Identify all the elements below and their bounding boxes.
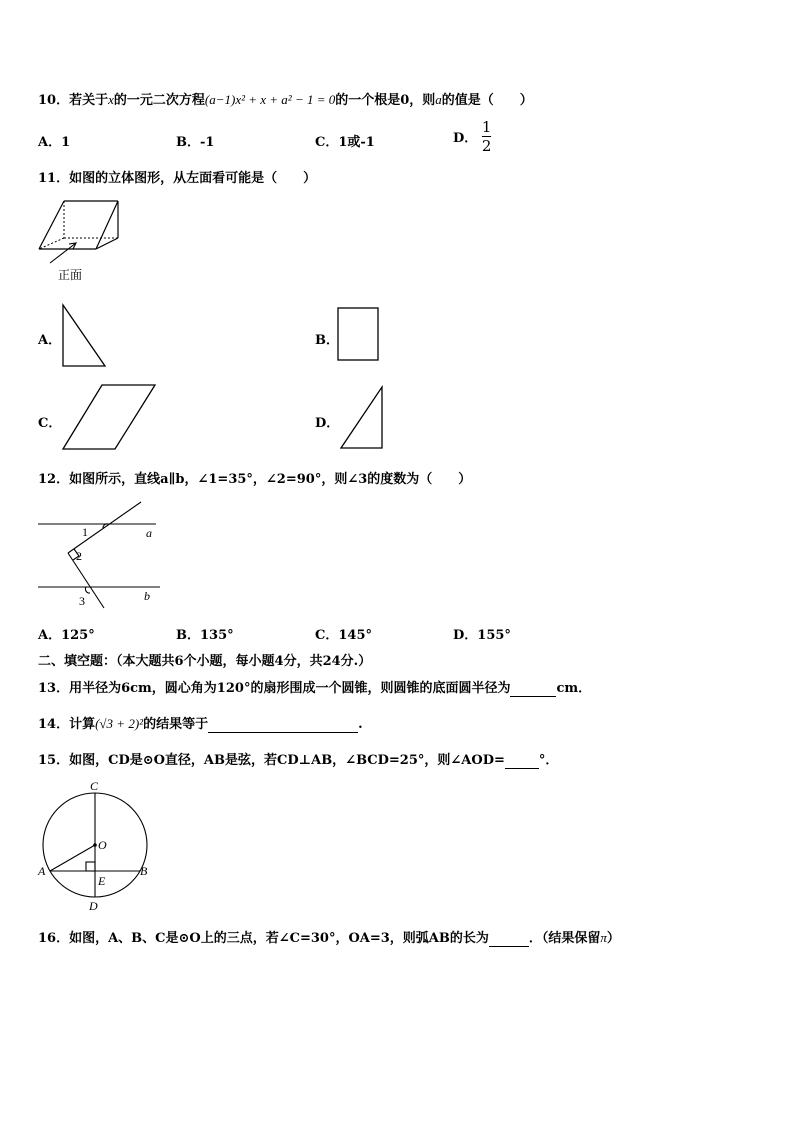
q10-prefix: 10．若关于 xyxy=(38,93,109,108)
q10-option-d-label: D． xyxy=(453,131,478,146)
q12-label-2: 2 xyxy=(76,549,82,563)
q10-suffix-b: 的值是（ ） xyxy=(441,93,533,108)
q15-label-a: A xyxy=(38,864,46,878)
q15-label-c: C xyxy=(90,779,99,793)
q16-text-end: ） xyxy=(606,931,620,946)
q10-option-a[interactable]: A．1 xyxy=(38,135,71,150)
q16-answer-blank[interactable] xyxy=(489,931,529,947)
q15-label-b: B xyxy=(140,864,148,878)
q10-mid: 的一元二次方程 xyxy=(113,93,205,108)
q12-option-c[interactable]: C．145° xyxy=(315,628,372,643)
q10-option-d-fraction xyxy=(482,118,492,155)
q11-option-a[interactable]: A． xyxy=(38,333,62,348)
q11-option-d[interactable]: D． xyxy=(315,416,340,431)
q16-text-mid: ．（结果保留 xyxy=(528,931,601,946)
q11-solid-figure xyxy=(36,198,136,286)
q11-option-c-shape xyxy=(60,382,158,452)
q15-label-d: D xyxy=(89,899,98,913)
q12-option-a[interactable]: A．125° xyxy=(38,628,95,643)
q13-answer-blank[interactable] xyxy=(510,681,556,697)
question-16 xyxy=(38,927,620,947)
q10-option-d[interactable] xyxy=(453,118,491,155)
question-14 xyxy=(38,713,363,733)
question-15 xyxy=(38,749,558,769)
q15-label-o: O xyxy=(98,838,107,852)
q14-text-mid: 的结果等于 xyxy=(143,717,209,732)
q10-option-b[interactable]: B．-1 xyxy=(176,135,215,150)
question-11: 11．如图的立体图形，从左面看可能是（ ） xyxy=(38,171,317,186)
question-10 xyxy=(38,89,533,108)
q16-text: 16．如图，A、B、C是⊙O上的三点，若∠C=30°，OA=3，则弧AB的长为 xyxy=(38,931,489,946)
q15-circle-figure xyxy=(36,778,154,913)
q12-label-a: a xyxy=(146,526,152,540)
q10-var-x: x xyxy=(108,92,114,107)
q12-parallel-lines-figure xyxy=(36,496,166,610)
fraction-denominator: 2 xyxy=(481,137,492,155)
q16-pi: π xyxy=(600,930,607,945)
q15-text: 15．如图，CD是⊙O直径，AB是弦，若CD⊥AB，∠BCD=25°，则∠AOD= xyxy=(38,753,505,768)
q15-answer-blank[interactable] xyxy=(505,753,539,769)
q12-option-b[interactable]: B．135° xyxy=(176,628,234,643)
q11-option-b[interactable]: B． xyxy=(315,333,339,348)
q11-option-a-shape xyxy=(60,303,110,369)
q12-option-d[interactable]: D．155° xyxy=(453,628,511,643)
q15-label-e: E xyxy=(98,874,106,888)
q12-label-1: 1 xyxy=(82,525,88,539)
q14-text: 14．计算 xyxy=(38,717,96,732)
q11-option-b-shape xyxy=(336,306,381,363)
fraction-numerator: 1 xyxy=(481,118,492,136)
q14-text-end: . xyxy=(358,717,363,732)
q10-equation: (a−1)x² + x + a² − 1 = 0 xyxy=(204,92,336,107)
q11-front-label: 正面 xyxy=(58,268,83,282)
q12-label-b: b xyxy=(144,589,150,603)
q13-text: 13．用半径为6cm，圆心角为120°的扇形围成一个圆锥，则圆锥的底面圆半径为 xyxy=(38,681,511,696)
q11-option-d-shape xyxy=(338,385,388,451)
q10-option-c[interactable]: C．1或-1 xyxy=(315,135,375,150)
q15-text-end: °． xyxy=(538,753,559,768)
q12-label-3: 3 xyxy=(79,594,85,608)
q13-text-end: cm． xyxy=(556,681,592,696)
q11-option-c[interactable]: C． xyxy=(38,416,62,431)
question-12: 12．如图所示，直线a∥b，∠1=35°，∠2=90°，则∠3的度数为（ ） xyxy=(38,472,472,487)
front-view-arrow-icon xyxy=(50,243,76,263)
q10-suffix-a: 的一个根是0，则 xyxy=(335,93,436,108)
q14-expression: (√3 + 2)² xyxy=(95,716,144,731)
q10-var-a: a xyxy=(435,92,442,107)
question-13 xyxy=(38,677,591,697)
section-2-heading: 二、填空题：（本大题共6个小题，每小题4分，共24分.） xyxy=(38,654,372,669)
q14-answer-blank[interactable] xyxy=(208,717,358,733)
